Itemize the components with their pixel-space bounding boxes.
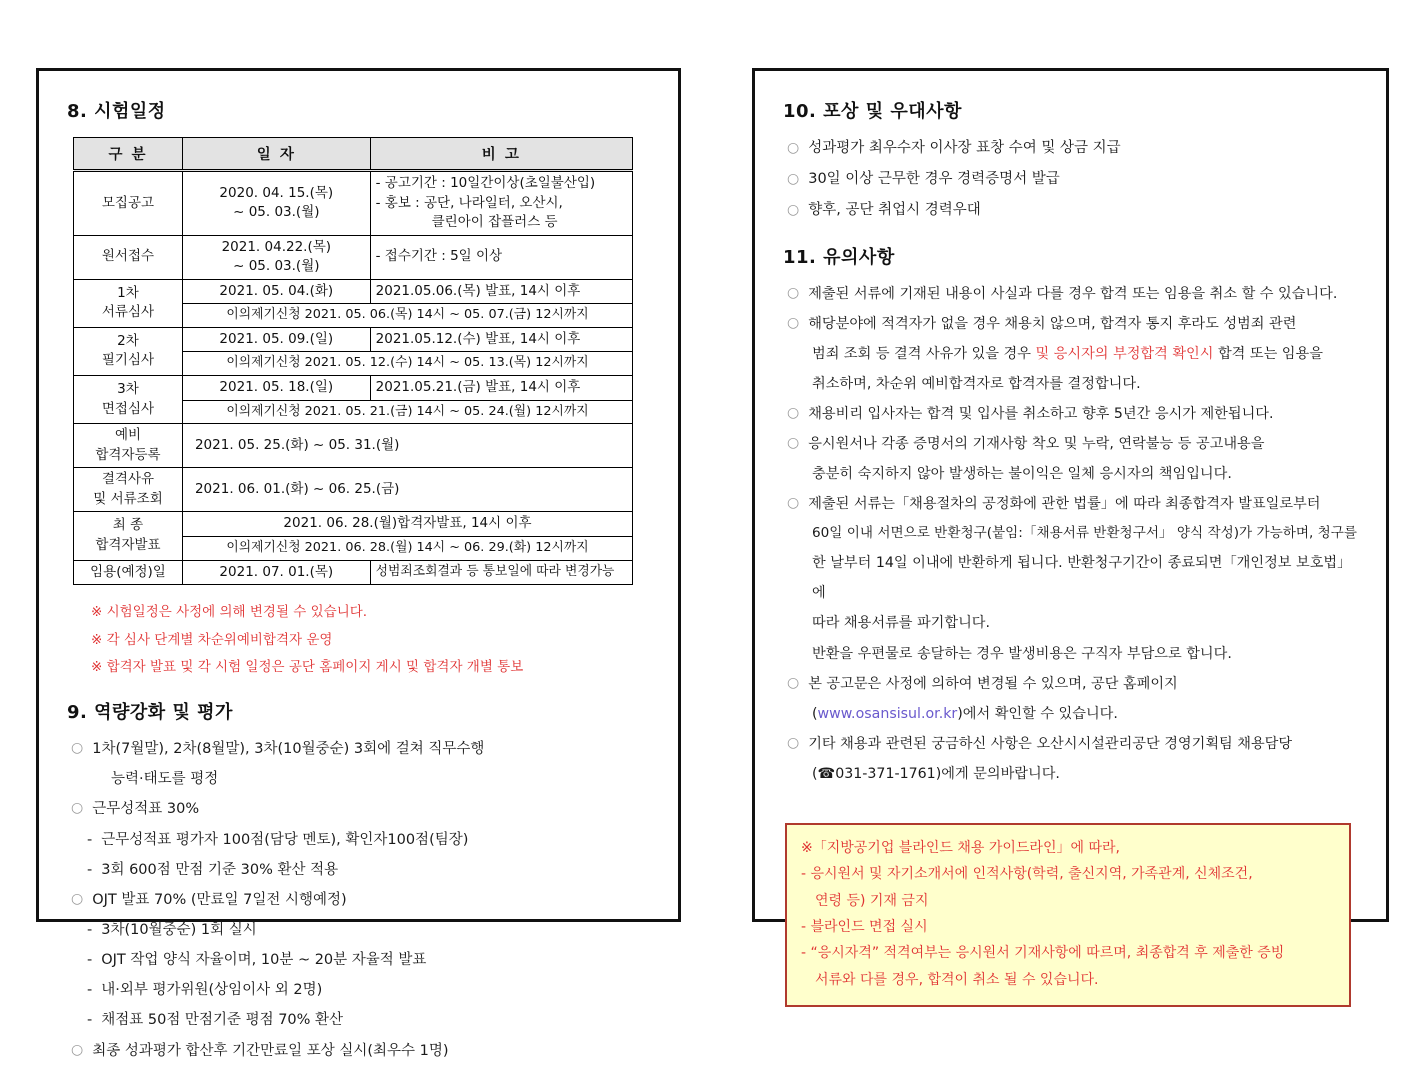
list-item: - OJT 작업 양식 자율이며, 10분 ~ 20분 자율적 발표	[71, 945, 652, 975]
dash-bullet-icon: -	[87, 831, 93, 848]
list-item-continuation: 한 날부터 14일 이내에 반환하게 됩니다. 반환청구기간이 종료되면「개인정보 보호법」에	[812, 555, 1352, 602]
row-date: 2021. 05. 18.(일)	[182, 376, 370, 401]
column-header-remark: 비 고	[370, 138, 632, 171]
row-remark: 2021.05.12.(수) 발표, 14시 이후	[370, 327, 632, 352]
circle-bullet-icon: ○	[787, 404, 800, 421]
appeal-period: 이의제기신청 2021. 05. 06.(목) 14시 ~ 05. 07.(금) 12시까지	[182, 304, 632, 328]
column-header-category: 구 분	[74, 138, 183, 171]
list-item: ○ 제출된 서류에 기재된 내용이 사실과 다를 경우 합격 또는 임용을 취소 할 수 있습니다.	[787, 279, 1360, 309]
row-date: 2021. 07. 01.(목)	[182, 560, 370, 585]
row-remark: - 접수기간 : 5일 이상	[370, 235, 632, 279]
circle-bullet-icon: ○	[787, 171, 800, 188]
circle-bullet-icon: ○	[787, 314, 800, 331]
list-item: ○ 성과평가 최우수자 이사장 표창 수여 및 상금 지급	[787, 133, 1360, 164]
list-item: - 내·외부 평가위원(상임이사 외 2명)	[71, 975, 652, 1005]
section11-title: 11. 유의사항	[783, 246, 895, 268]
column-header-date: 일 자	[182, 138, 370, 171]
evaluation-list	[71, 734, 652, 1066]
exam-schedule-table	[73, 137, 633, 585]
row-period: 2021. 06. 01.(화) ~ 06. 25.(금)	[182, 468, 632, 512]
box-line: ※「지방공기업 블라인드 채용 가이드라인」에 따라,	[801, 840, 1120, 857]
list-item-continuation: (www.osansisul.or.kr)에서 확인할 수 있습니다.	[812, 705, 1118, 722]
rewards-list	[787, 133, 1360, 227]
row-date: 2021. 05. 04.(화)	[182, 279, 370, 304]
table-row	[74, 424, 633, 468]
table-row	[74, 468, 633, 512]
row-date: 2021. 05. 09.(일)	[182, 327, 370, 352]
homepage-link[interactable]: www.osansisul.or.kr	[817, 705, 958, 722]
page-1	[36, 68, 681, 1059]
table-header-row	[74, 138, 633, 171]
note-line: ※ 각 심사 단계별 차순위예비합격자 운영	[91, 631, 333, 648]
list-item: ○ 기타 채용과 관련된 궁금하신 사항은 오산시시설관리공단 경영기획팀 채용담당	[787, 729, 1360, 759]
list-item: - 3회 600점 만점 기준 30% 환산 적용	[71, 855, 652, 885]
list-item-continuation: 능력·태도를 평정	[111, 771, 219, 788]
dash-bullet-icon: -	[87, 1012, 93, 1029]
fraud-warning-text: 및 응시자의 부정합격 확인시	[1035, 345, 1214, 362]
row-remark: 2021.05.06.(목) 발표, 14시 이후	[370, 279, 632, 304]
appeal-period: 이의제기신청 2021. 05. 12.(수) 14시 ~ 05. 13.(목) 12시까지	[182, 352, 632, 376]
final-announcement: 2021. 06. 28.(월)합격자발표, 14시 이후	[182, 512, 632, 537]
list-item-continuation: 충분히 숙지하지 않아 발생하는 불이익은 일체 응시자의 책임입니다.	[812, 466, 1232, 483]
schedule-notes	[91, 599, 652, 682]
list-item: ○ OJT 발표 70% (만료일 7일전 시행예정)	[71, 885, 652, 915]
list-item: ○ 응시원서나 각종 증명서의 기재사항 착오 및 누락, 연락불능 등 공고내용을	[787, 429, 1360, 459]
row-remark: 성범죄조회결과 등 통보일에 따라 변경가능	[370, 560, 632, 585]
circle-bullet-icon: ○	[787, 495, 800, 512]
list-item: ○ 30일 이상 근무한 경우 경력증명서 발급	[787, 164, 1360, 195]
dash-bullet-icon: -	[87, 861, 93, 878]
box-line: - “응시자격” 적격여부는 응시원서 기재사항에 따르며, 최종합격 후 제출한 증빙	[801, 945, 1285, 962]
page-2	[752, 68, 1389, 988]
section10-title: 10. 포상 및 우대사항	[783, 101, 962, 122]
row-label: 예비 합격자등록	[74, 424, 183, 468]
list-item-continuation: 60일 이내 서면으로 반환청구(붙임:「채용서류 반환청구서」 양식 작성)가 가능하며, 청구를	[812, 525, 1358, 542]
appeal-period: 이의제기신청 2021. 06. 28.(월) 14시 ~ 06. 29.(화) 12시까지	[182, 536, 632, 560]
row-label: 2차 필기심사	[74, 327, 183, 375]
table-row	[74, 327, 633, 352]
contact-phone-line: (☎031-371-1761)에게 문의바랍니다.	[812, 765, 1060, 782]
box-line: - 블라인드 면접 실시	[801, 919, 928, 936]
list-item-continuation: 취소하며, 차순위 예비합격자로 합격자를 결정합니다.	[812, 375, 1141, 392]
row-period: 2021. 05. 25.(화) ~ 05. 31.(월)	[182, 424, 632, 468]
dash-bullet-icon: -	[87, 952, 93, 969]
list-item-continuation: 반환을 우편물로 송달하는 경우 발생비용은 구직자 부담으로 합니다.	[812, 645, 1232, 662]
circle-bullet-icon: ○	[71, 800, 84, 817]
circle-bullet-icon: ○	[787, 734, 800, 751]
row-label: 원서접수	[74, 235, 183, 279]
row-label: 3차 면접심사	[74, 376, 183, 424]
dash-bullet-icon: -	[87, 982, 93, 999]
table-row	[74, 279, 633, 304]
circle-bullet-icon: ○	[787, 140, 800, 156]
box-line-continuation: 서류와 다를 경우, 합격이 취소 될 수 있습니다.	[815, 971, 1099, 988]
list-item: - 3차(10월중순) 1회 실시	[71, 915, 652, 945]
row-label: 임용(예정)일	[74, 560, 183, 585]
list-item-continuation: 따라 채용서류를 파기합니다.	[812, 615, 990, 632]
table-row	[74, 235, 633, 279]
appeal-period: 이의제기신청 2021. 05. 21.(금) 14시 ~ 05. 24.(월) 12시까지	[182, 400, 632, 424]
list-item: ○ 채용비리 입사자는 합격 및 입사를 취소하고 향후 5년간 응시가 제한됩니다.	[787, 399, 1360, 429]
table-row	[74, 512, 633, 537]
circle-bullet-icon: ○	[787, 284, 800, 301]
notice-list	[787, 279, 1360, 790]
note-line: ※ 합격자 발표 및 각 시험 일정은 공단 홈페이지 게시 및 합격자 개별 통보	[91, 659, 524, 676]
list-item: ○ 제출된 서류는「채용절차의 공정화에 관한 법률」에 따라 최종합격자 발표일로부터	[787, 489, 1360, 519]
box-line-continuation: 연령 등) 기재 금지	[815, 892, 929, 909]
list-item: ○ 근무성적표 30%	[71, 794, 652, 824]
list-item: ○ 향후, 공단 취업시 경력우대	[787, 195, 1360, 226]
row-label: 최 종 합격자발표	[74, 512, 183, 560]
list-item: ○ 해당분야에 적격자가 없을 경우 채용치 않으며, 합격자 통지 후라도 성범죄 관련	[787, 309, 1360, 339]
list-item: ○ 최종 성과평가 합산후 기간만료일 포상 실시(최우수 1명)	[71, 1036, 652, 1066]
table-row	[74, 171, 633, 236]
list-item: ○ 1차(7월말), 2차(8월말), 3차(10월중순) 3회에 걸쳐 직무수행	[71, 734, 652, 764]
row-label: 모집공고	[74, 171, 183, 236]
row-remark: 2021.05.21.(금) 발표, 14시 이후	[370, 376, 632, 401]
circle-bullet-icon: ○	[71, 1041, 84, 1058]
row-date: 2020. 04. 15.(목) ~ 05. 03.(월)	[182, 171, 370, 236]
list-item: - 채점표 50점 만점기준 평점 70% 환산	[71, 1005, 652, 1035]
row-label: 1차 서류심사	[74, 279, 183, 327]
box-line: - 응시원서 및 자기소개서에 인적사항(학력, 출신지역, 가족관계, 신체조건,	[801, 866, 1253, 883]
circle-bullet-icon: ○	[787, 435, 800, 452]
note-line: ※ 시험일정은 사정에 의해 변경될 수 있습니다.	[91, 604, 368, 621]
list-item-continuation: 범죄 조회 등 결격 사유가 있을 경우 및 응시자의 부정합격 확인시 합격 또는 임용을	[812, 345, 1323, 362]
row-remark: - 공고기간 : 10일간이상(초일불산입) - 홍보 : 공단, 나라일터, 오산시, 클린아이 잡플러스 등	[370, 171, 632, 236]
circle-bullet-icon: ○	[787, 202, 800, 219]
circle-bullet-icon: ○	[71, 890, 84, 907]
blind-hiring-notice-box	[785, 823, 1351, 1007]
section9-title: 9. 역량강화 및 평가	[67, 702, 233, 724]
list-item: - 근무성적표 평가자 100점(담당 멘토), 확인자100점(팀장)	[71, 825, 652, 855]
row-label: 결격사유 및 서류조회	[74, 468, 183, 512]
list-item: ○ 본 공고문은 사정에 의하여 변경될 수 있으며, 공단 홈페이지	[787, 669, 1360, 699]
row-date: 2021. 04.22.(목) ~ 05. 03.(월)	[182, 235, 370, 279]
section8-title: 8. 시험일정	[67, 101, 166, 122]
circle-bullet-icon: ○	[787, 674, 800, 691]
table-row	[74, 560, 633, 585]
table-row	[74, 376, 633, 401]
dash-bullet-icon: -	[87, 922, 93, 939]
circle-bullet-icon: ○	[71, 740, 84, 757]
